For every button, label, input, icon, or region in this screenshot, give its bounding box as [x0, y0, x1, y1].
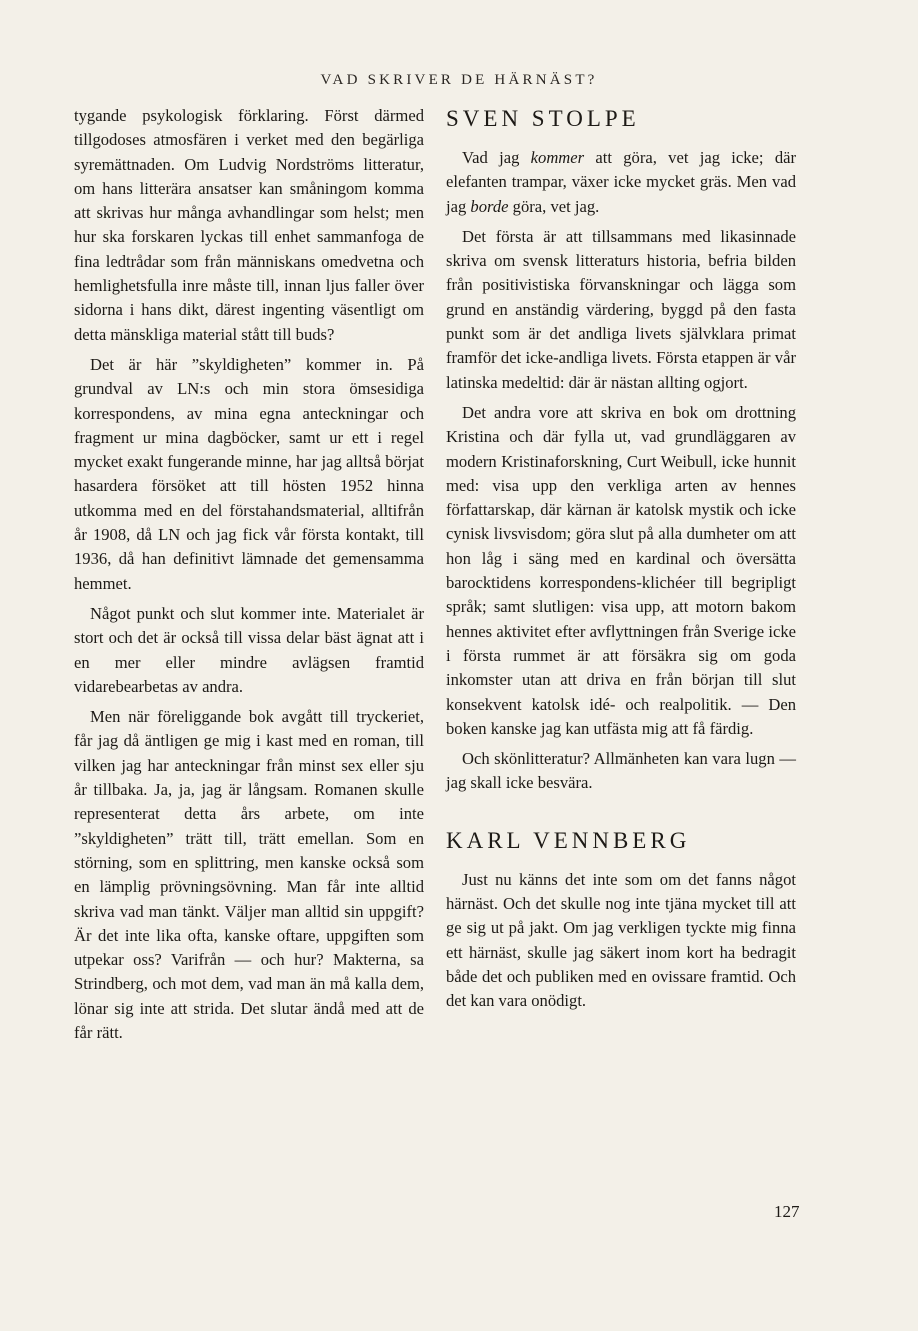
section-heading-karl-vennberg: KARL VENNBERG	[446, 827, 691, 853]
paragraph: Något punkt och slut kommer inte. Materialet är stort och det är också till vissa delar bäst ägnat att i en mer eller mindre avlägsen framtid vidarebearbetas av andra.	[74, 603, 424, 696]
text-run: att göra, vet jag icke; där elefanten trampar, växer icke mycket gräs. Men vad jag	[446, 148, 797, 216]
section-heading-sven-stolpe: SVEN STOLPE	[446, 106, 640, 131]
paragraph: Det är här ”skyldigheten” kommer in. På grundval av LN:s och min stora ömsesidiga korrespondens, av mina egna anteckningar och fragment ur mina dagböcker, samt ur ett i regel mycket exakt fungerande minne, har jag alltså börjat hasardera försöket att till hösten 1952 hinna utkomma med en del förstahandsmaterial, alltifrån år 1908, då LN och jag fick vår första kontakt, till 1936, då han definitivt lämnade det gemensamma hemmet.	[74, 354, 424, 593]
emphasis: kommer	[530, 148, 585, 167]
paragraph: Men när föreliggande bok avgått till tryckeriet, får jag då äntligen ge mig i kast med en roman, till vilken jag har anteckningar från minst sex eller sju år tillbaka. Ja, ja, jag är långsam. Romanen skulle representerat detta års arbete, om inte ”skyldigheten” trätt till, trätt emellan. Som en störning, som en splittring, men kanske också som en lämplig prövningsövning. Man får inte alltid skriva vad man tänkt. Väljer man alltid sin uppgift? Är det inte lika ofta, kanske oftare, uppgiften som utpekar oss? Varifrån — och hur? Makterna, sa Strindberg, och mot dem, vad man än må kalla dem, lönar sig inte att strida. Det slutar ändå med att de får rätt.	[74, 707, 424, 1042]
emphasis: borde	[470, 196, 509, 216]
running-head: VAD SKRIVER DE HÄRNÄST?	[320, 72, 598, 88]
paragraph: Det första är att tillsammans med likasinnade skriva om svensk litteraturs historia, befria bilden från positivistiska förvanskningar och lägga som grund en anständig värdering, byggd på den fasta punkt som är det andliga livets självklara primat framför det icke-andliga livets. Första etappen är vår latinska medeltid: där är nästan allting ogjort.	[446, 226, 796, 392]
right-column	[446, 104, 796, 1020]
left-column	[74, 104, 424, 1051]
page-number: 127	[774, 1202, 800, 1221]
paragraph: Och skönlitteratur? Allmänheten kan vara lugn — jag skall icke besvära.	[446, 749, 796, 793]
paragraph: Just nu känns det inte som om det fanns något härnäst. Och det skulle nog inte tjäna mycket till att ge sig ut på jakt. Om jag verkligen tyckte mig finna ett härnäst, skulle jag säkert inom kort ha bedragit både det och publiken med en ovissare framtid. Och det kan vara onödigt.	[446, 869, 796, 1011]
paragraph: Det andra vore att skriva en bok om drottning Kristina och där fylla ut, vad grundläggaren av modern Kristinaforskning, Curt Weibull, icke hunnit med: visa upp den verkliga arten av hennes författarskap, där kärnan är katolsk mystik och icke cynisk livsvisdom; göra slut på alla dumheter om att hon låg i säng med en kardinal och översätta barocktidens korrespondens-klichéer till begripligt språk; samt slutligen: visa upp, att motorn bakom hennes aktivitet efter avflyttningen från Sverige icke i första rummet är att försäkra sig om goda inkomster utan att driva en från början till slut konsekvent katolsk idé- och realpolitik. — Den boken kanske jag kan utfästa mig att få färdig.	[446, 402, 796, 738]
paragraph	[446, 146, 796, 219]
text-run: Vad jag	[462, 148, 531, 167]
text-run: göra, vet jag.	[508, 196, 600, 216]
paragraph: tygande psykologisk förklaring. Först därmed tillgodoses atmosfären i verket med den begärliga syremättnaden. Om Ludvig Nordströms litteratur, om hans litterära ansatser kan småningom komma att skrivas hur många avhandlingar som helst; men hur ska forskaren lyckas till enhet sammanfoga de fina ledtrådar som från människans omedvetna och hemlighetsfulla inre måste till, innan ljus faller över sidorna i hans dikt, därest ingenting väsentligt om detta mänskliga material stått till buds?	[74, 106, 424, 344]
